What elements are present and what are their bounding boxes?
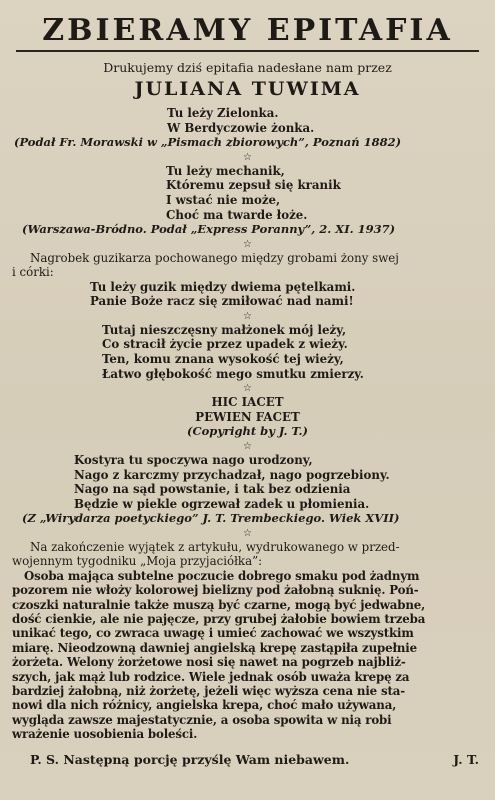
epitaph-4 <box>12 323 483 381</box>
epitaph-5 <box>12 395 483 424</box>
postscript <box>12 752 483 767</box>
epitaph-line: Łatwo głębokość mego smutku zmierzy. <box>102 366 364 381</box>
quote-line: żorżeta. Welony żorżetowe nosi się nawet na pogrzeb najbliż- <box>12 655 406 670</box>
epitaph-line: PEWIEN FACET <box>195 409 300 424</box>
intro-line: Na zakończenie wyjątek z artykułu, wydrukowanego w przed- <box>30 539 400 554</box>
epitaph-source: (Warszawa-Bródno. Podał „Express Poranny”, 2. XI. 1937) <box>22 222 396 237</box>
quote-line: dość cienkie, ale nie pajęcze, przy grubej żałobie bowiem trzeba <box>12 611 426 626</box>
star-divider: ☆ <box>243 238 252 250</box>
intro-line: Nagrobek guzikarza pochowanego między grobami żony swej <box>30 250 399 265</box>
epitaph-line: Tu leży guzik między dwiema pętelkami. <box>90 279 356 294</box>
intro-text: Drukujemy dziś epitafia nadesłane nam przez <box>103 60 392 75</box>
quote-line: bardziej żałobną, niż żorżetę, jeżeli więc wyższa cena nie sta- <box>12 683 406 698</box>
quote-line: nowi dla nich różnicy, angielska krepa, choć mało używana, <box>12 698 397 713</box>
epitaph-line: Tutaj nieszczęsny małżonek mój leży, <box>102 322 347 337</box>
quote-line: czoszki naturalnie także muszą być czarne, mogą być jedwabne, <box>12 597 426 612</box>
star-divider: ☆ <box>243 310 252 322</box>
quote-line: wygląda zawsze majestatycznie, a osoba spowita w nią robi <box>12 712 392 727</box>
epitaph-2 <box>12 164 483 222</box>
epitaph-6 <box>12 453 483 511</box>
closing-intro <box>12 540 483 569</box>
epitaph-source: (Copyright by J. T.) <box>187 424 308 439</box>
author-name: JULIANA TUWIMA <box>134 78 361 100</box>
epitaph-line: Nago na sąd powstanie, i tak bez odzienia <box>74 482 351 497</box>
quote-line: unikać tego, co zwraca uwagę i umieć zachować we wszystkim <box>12 626 414 641</box>
epitaph-line: HIC IACET <box>211 395 284 410</box>
epitaph-3 <box>12 280 483 309</box>
intro-line: wojennym tygodniku „Moja przyjaciółka”: <box>12 554 263 569</box>
epitaph-line: Któremu zepsuł się kranik <box>166 178 341 193</box>
article-title: ZBIERAMY EPITAFIA <box>42 13 453 48</box>
epitaph-line: Kostyra tu spoczywa nago urodzony, <box>74 452 313 467</box>
quote-line: szych, jak mąż lub rodzice. Wiele jednak osób uważa krepę za <box>12 669 410 684</box>
star-divider: ☆ <box>243 151 252 163</box>
quote-line: Osoba mająca subtelne poczucie dobrego smaku pod żadnym <box>24 568 420 583</box>
epitaph-source: (Podał Fr. Morawski w „Pismach zbiorowych”, Poznań 1882) <box>14 135 402 150</box>
quote-line: wrażenie uosobienia boleści. <box>12 727 198 742</box>
signature: J. T. <box>453 751 479 767</box>
epitaph-source: (Z „Wirydarza poetyckiego” J. T. Trembeckiego. Wiek XVII) <box>22 511 400 526</box>
epitaph-line: Choć ma twarde łoże. <box>166 207 308 222</box>
title-divider <box>16 50 479 52</box>
quote-line: miarę. Nieodzowną dawniej angielską krepę zastąpiła zupełnie <box>12 640 417 655</box>
intro-line: i córki: <box>12 265 54 280</box>
epitaph-line: Co stracił życie przez upadek z wieży. <box>102 337 348 352</box>
epitaph-line: I wstać nie może, <box>166 192 281 207</box>
epitaph-line: Tu leży mechanik, <box>166 163 285 178</box>
epitaph-line: Ten, komu znana wysokość tej wieży, <box>102 351 344 366</box>
epitaph-line: Tu leży Zielonka. <box>167 106 279 120</box>
postscript-text: P. S. Następną porcję przyślę Wam niebawem. <box>30 751 350 767</box>
star-divider: ☆ <box>243 527 252 539</box>
star-divider: ☆ <box>243 440 252 452</box>
epitaph-1 <box>12 106 483 135</box>
epitaph-line: Będzie w piekle ogrzewał zadek u płomienia. <box>74 496 370 511</box>
epitaph-line: Nago z karczmy przychadzał, nago pogrzebiony. <box>74 467 390 482</box>
epitaph-3-intro <box>12 251 483 280</box>
quote-line: pozorem nie włoży kolorowej bielizny pod żałobną suknię. Poń- <box>12 583 419 598</box>
epitaph-line: Panie Boże racz się zmiłować nad nami! <box>90 294 354 309</box>
closing-quote <box>12 569 483 742</box>
epitaph-line: W Berdyczowie żonka. <box>167 120 315 135</box>
star-divider: ☆ <box>243 383 252 395</box>
